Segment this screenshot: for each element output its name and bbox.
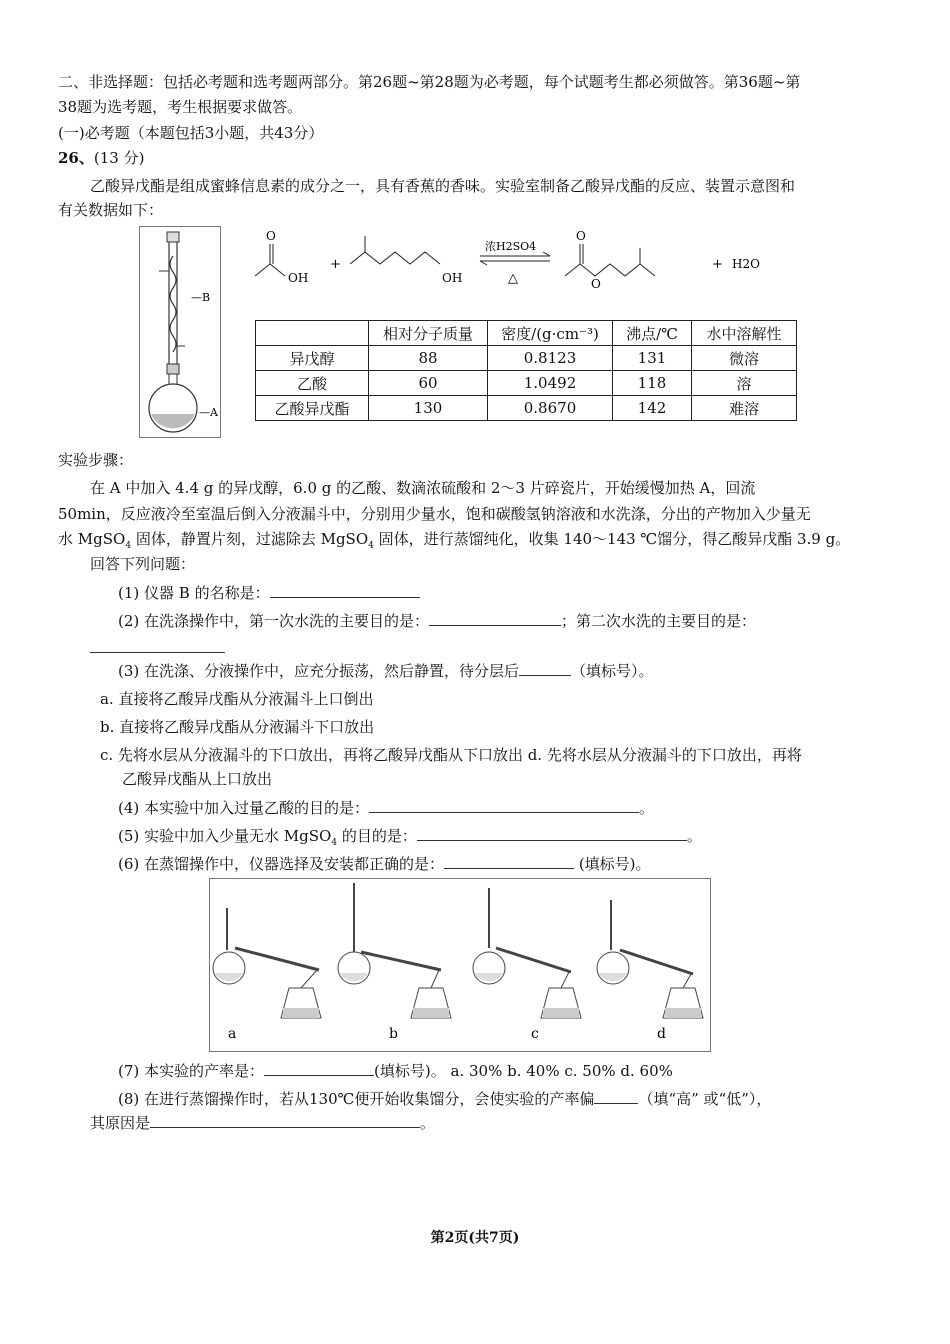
table-cell: 142 [613,396,692,421]
heat-label: △ [508,271,518,286]
answer-prompt: 回答下列问题： [90,555,196,573]
question-points: (13 分) [93,149,145,167]
q3-text: (3) 在洗涤、分液操作中，应充分振荡，然后静置，待分层后 [118,662,520,680]
period: 。 [686,827,702,845]
option-d-cont: 乙酸异戊酯从上口放出 [122,770,273,788]
apparatus-c [473,888,581,1042]
acid-carbonyl-o: O [266,229,276,243]
option-a: a. 直接将乙酸异戊酯从分液漏斗上口倒出 [100,690,374,708]
steps-line2: 50min，反应液冷至室温后倒入分液漏斗中，分别用少量水，饱和碳酸氢钠溶液和水洗涤，分出的产物加入少量无 [58,505,811,523]
header-cell [256,321,369,346]
reflux-apparatus-diagram [139,226,249,438]
subscript: 4 [331,838,338,848]
q8-line2 [90,1111,435,1134]
section-header-line2: 38题为选考题，考生根据要求做答。 [58,98,303,116]
q3-text-end: （填标号）。 [571,662,654,680]
q5-text-b: 的目的是： [337,827,417,845]
q2-text: (2) 在洗涤操作中，第一次水洗的主要目的是： [118,612,430,630]
period: 。 [639,799,655,817]
q8-text-end: （填“高” 或“低”）， [638,1090,772,1108]
period: 。 [420,1114,436,1132]
table-cell: 0.8123 [488,346,613,371]
table-cell: 乙酸 [256,371,369,396]
ester-o: O [591,277,601,290]
intro-line1: 乙酸异戊酯是组成蜜蜂信息素的成分之一，具有香蕉的香味。实验室制备乙酸异戊酯的反应、装置示意图和 [90,177,796,195]
acid-oh: OH [288,271,309,285]
alcohol-oh: OH [442,271,463,285]
section-subheader: (一)必考题（本题包括3小题，共43分） [58,124,324,142]
table-cell: 溶 [692,371,797,396]
q5 [118,824,702,854]
q7-answer-blank[interactable] [264,1059,374,1076]
q7 [118,1059,673,1082]
q6-text-end: (填标号)。 [578,855,651,873]
label-b: —B [191,291,211,304]
question-title [58,147,144,169]
table-row [256,396,797,421]
q2-answer-line [90,636,225,657]
q7-options: (填标号)。 a. 30% b. 40% c. 50% d. 60% [374,1062,673,1080]
distillation-apparatus-diagram [209,878,709,1050]
plus-sign-1: + [330,257,341,272]
steps-text: 固体，进行蒸馏纯化，收集 140～143 ℃馏分，得乙酸异戊酯 3.9 g。 [373,530,851,548]
q4 [118,796,654,819]
q7-text: (7) 本实验的产率是： [118,1062,265,1080]
table-cell: 0.8670 [488,396,613,421]
header-cell: 相对分子质量 [369,321,488,346]
option-c: c. 先将水层从分液漏斗的下口放出，再将乙酸异戊酯从下口放出 d. 先将水层从分液漏斗的下口放出，再将 [100,746,802,764]
ester-carbonyl-o: O [576,229,586,243]
table-cell: 乙酸异戊酯 [256,396,369,421]
header-cell: 密度/(g·cm⁻³) [488,321,613,346]
q8-answer-blank-1[interactable] [594,1087,638,1104]
table-header-row [256,321,797,346]
q8-text: (8) 在进行蒸馏操作时，若从130℃便开始收集馏分，会使实验的产率偏 [118,1090,595,1108]
label-c-distill: c [531,1026,539,1042]
q5-text: (5) 实验中加入少量无水 MgSO [118,827,332,845]
label-a-distill: a [228,1026,237,1042]
stopper [167,232,179,242]
table-cell: 难溶 [692,396,797,421]
table-cell: 130 [369,396,488,421]
table-row [256,346,797,371]
steps-text: 水 MgSO [58,530,126,548]
subscript: 4 [368,541,374,551]
q6 [118,852,651,875]
steps-text: 固体，静置片刻，过滤除去 MgSO [131,530,369,548]
q1 [118,581,420,604]
steps-title: 实验步骤： [58,451,134,469]
q6-text: (6) 在蒸馏操作中，仪器选择及安装都正确的是： [118,855,445,873]
q2-text-b: ；第二次水洗的主要目的是： [561,612,757,630]
q6-answer-blank[interactable] [444,852,574,869]
q2 [118,609,756,632]
table-cell: 118 [613,371,692,396]
property-table [255,320,797,421]
intro-line2: 有关数据如下： [58,201,164,219]
table-cell: 88 [369,346,488,371]
table-cell: 60 [369,371,488,396]
q2-answer-blank-2[interactable] [90,636,225,653]
q8-reason-label: 其原因是 [90,1114,151,1132]
q3-answer-blank[interactable] [519,659,571,676]
apparatus-a [213,908,321,1042]
apparatus-b [338,883,451,1042]
page-footer: 第2页(共7页) [430,1230,520,1246]
q5-answer-blank[interactable] [417,824,687,841]
table-cell: 131 [613,346,692,371]
reaction-scheme [250,226,780,290]
q1-text: (1) 仪器 B 的名称是： [118,584,270,602]
question-number: 26、 [58,149,94,167]
option-b: b. 直接将乙酸异戊酯从分液漏斗下口放出 [100,718,375,736]
apparatus-d [597,900,703,1042]
plus-sign-2: + [712,257,723,272]
condenser-coil [170,256,176,352]
header-cell: 水中溶解性 [692,321,797,346]
label-b-distill: b [389,1026,398,1042]
q4-answer-blank[interactable] [369,796,639,813]
table-cell: 异戊醇 [256,346,369,371]
water-formula: H2O [732,257,760,271]
table-row [256,371,797,396]
label-a: —A [199,406,218,419]
table-cell: 1.0492 [488,371,613,396]
table-cell: 微溶 [692,346,797,371]
q2-answer-blank-1[interactable] [429,609,561,626]
steps-line1: 在 A 中加入 4.4 g 的异戊醇，6.0 g 的乙酸、数滴浓硫酸和 2～3 片碎瓷片，开始缓慢加热 A，回流 [90,479,756,497]
q1-answer-blank[interactable] [270,581,420,598]
header-cell: 沸点/℃ [613,321,692,346]
label-d-distill: d [657,1026,666,1042]
q4-text: (4) 本实验中加入过量乙酸的目的是： [118,799,370,817]
q3 [118,659,654,682]
catalyst-label: 浓H2SO4 [485,240,537,253]
subscript: 4 [125,541,132,551]
section-header-line1: 二、非选择题：包括必考题和选考题两部分。第26题~第28题为必考题，每个试题考生都必须做答。第36题~第 [58,73,801,91]
q8-answer-blank-2[interactable] [150,1111,420,1128]
q8 [118,1087,771,1110]
